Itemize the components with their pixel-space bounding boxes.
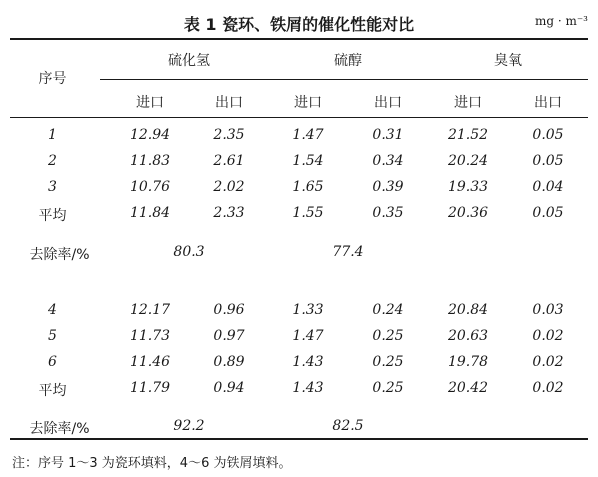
top-rule: [10, 38, 588, 40]
table-cell: 1.33: [292, 302, 324, 318]
header-rule: [10, 117, 588, 118]
table-cell: 2.61: [213, 153, 245, 169]
table-cell: 0.02: [532, 354, 564, 370]
table-cell: 2.02: [213, 179, 245, 195]
header-sub: 进口: [294, 95, 322, 111]
table-cell: 19.78: [447, 354, 489, 370]
table-cell: 1.54: [292, 153, 324, 169]
table-cell: 11.73: [129, 328, 171, 344]
unit-label: mg · m⁻³: [534, 14, 588, 28]
row-label: 平均: [38, 383, 67, 399]
row-label: 3: [48, 179, 57, 195]
table-cell: 0.25: [372, 354, 404, 370]
table-cell: 20.42: [447, 380, 489, 396]
table-cell: 0.25: [372, 380, 404, 396]
header-seq: 序号: [38, 71, 67, 87]
table-cell: 20.36: [447, 205, 489, 221]
table-cell: 1.47: [292, 127, 324, 143]
header-sub: 出口: [215, 95, 243, 111]
table-cell: 0.96: [213, 302, 245, 318]
table-cell: 0.04: [532, 179, 564, 195]
table-cell: 12.94: [129, 127, 171, 143]
header-sub: 进口: [454, 95, 482, 111]
table-note: 注：序号 1～3 为瓷环填料，4～6 为铁屑填料。: [12, 456, 292, 471]
row-label: 平均: [38, 208, 67, 224]
bottom-rule: [10, 438, 588, 440]
table-cell: 0.24: [372, 302, 404, 318]
table-title: 表 1 瓷环、铁屑的催化性能对比: [183, 15, 415, 34]
header-group-thiol: 硫醇: [334, 53, 362, 69]
row-label: 4: [48, 302, 57, 318]
table-cell: 11.79: [129, 380, 171, 396]
table-cell: 0.34: [372, 153, 404, 169]
table-cell: 11.84: [129, 205, 171, 221]
table-cell: 0.05: [532, 205, 564, 221]
table-cell: 0.89: [213, 354, 245, 370]
table-cell: 20.63: [447, 328, 489, 344]
table-cell: 1.55: [292, 205, 324, 221]
table-cell: 0.25: [372, 328, 404, 344]
group-rule: [100, 79, 588, 80]
table-cell: 1.43: [292, 354, 324, 370]
table-cell: 20.24: [447, 153, 489, 169]
removal-rate-value: 80.3: [173, 244, 205, 260]
table-cell: 1.65: [292, 179, 324, 195]
table-cell: 0.02: [532, 328, 564, 344]
header-group-h2s: 硫化氢: [168, 53, 210, 69]
table-cell: 0.02: [532, 380, 564, 396]
row-label: 5: [48, 328, 57, 344]
row-label: 2: [48, 153, 57, 169]
table-cell: 0.05: [532, 153, 564, 169]
removal-rate-value: 77.4: [332, 244, 364, 260]
table-cell: 0.35: [372, 205, 404, 221]
table-cell: 0.94: [213, 380, 245, 396]
table-cell: 0.97: [213, 328, 245, 344]
table-cell: 0.31: [372, 127, 404, 143]
header-sub: 进口: [136, 95, 164, 111]
table-cell: 20.84: [447, 302, 489, 318]
table-cell: 0.03: [532, 302, 564, 318]
removal-rate-value: 82.5: [332, 418, 364, 434]
header-group-ozone: 臭氧: [494, 53, 522, 69]
header-sub: 出口: [374, 95, 402, 111]
table-cell: 0.39: [372, 179, 404, 195]
table-cell: 2.35: [213, 127, 245, 143]
removal-rate-value: 92.2: [173, 418, 205, 434]
table-cell: 12.17: [129, 302, 171, 318]
table-cell: 10.76: [129, 179, 171, 195]
header-sub: 出口: [534, 95, 562, 111]
table-cell: 19.33: [447, 179, 489, 195]
table-cell: 0.05: [532, 127, 564, 143]
table-cell: 21.52: [447, 127, 489, 143]
row-label: 6: [48, 354, 57, 370]
table-cell: 1.47: [292, 328, 324, 344]
table-cell: 2.33: [213, 205, 245, 221]
table-cell: 1.43: [292, 380, 324, 396]
removal-rate-label: 去除率/%: [29, 247, 90, 263]
row-label: 1: [48, 127, 57, 143]
table-cell: 11.83: [129, 153, 171, 169]
table-cell: 11.46: [129, 354, 171, 370]
removal-rate-label: 去除率/%: [29, 421, 90, 437]
